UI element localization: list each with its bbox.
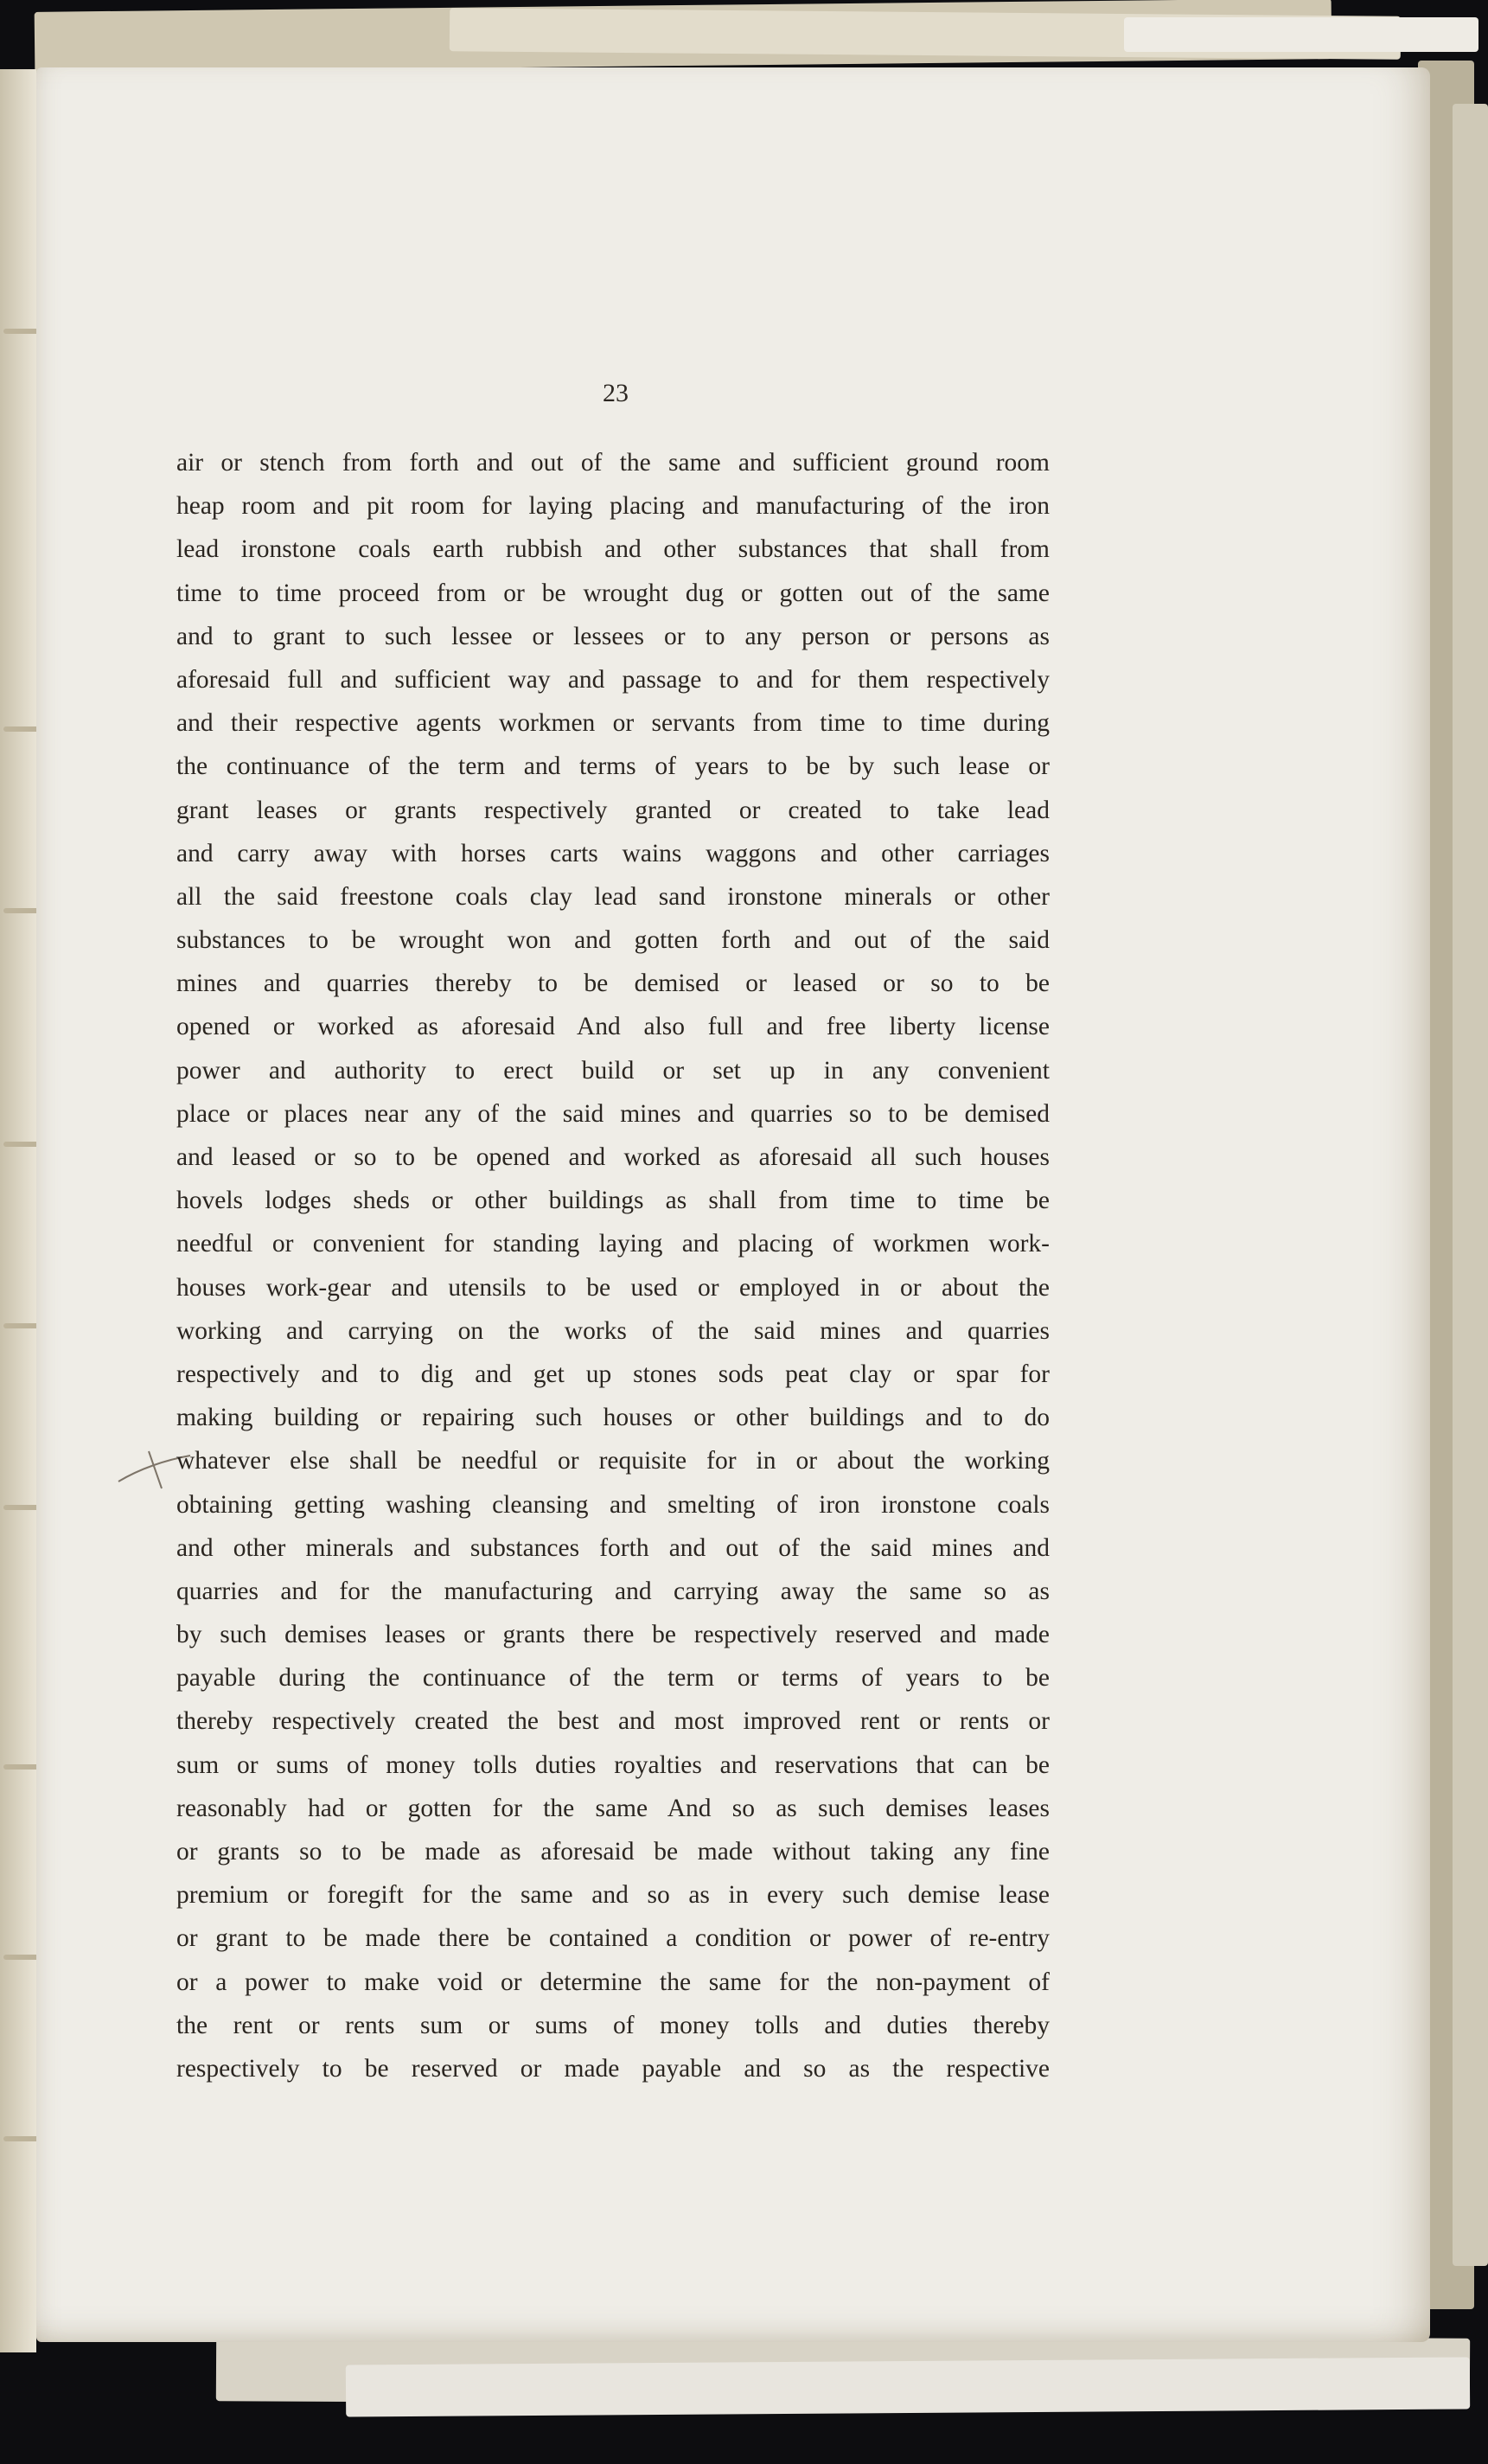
text-line: premium or foregift for the same and so as in every such demise lease <box>176 1881 1050 1910</box>
text-line: sum or sums of money tolls duties royalties and reservations that can be <box>176 1750 1050 1779</box>
text-line: and leased or so to be opened and worked as aforesaid all such houses <box>176 1143 1050 1171</box>
text-line: or grant to be made there be contained a condition or power of re-entry <box>176 1924 1050 1953</box>
text-line: working and carrying on the works of the said mines and quarries <box>176 1316 1050 1345</box>
text-line: substances to be wrought won and gotten forth and out of the said <box>176 926 1050 955</box>
document-page <box>36 67 1430 2342</box>
text-line: needful or convenient for standing laying and placing of workmen work- <box>176 1230 1050 1258</box>
text-line: power and authority to erect build or set up in any convenient <box>176 1056 1050 1085</box>
text-line: and carry away with horses carts wains waggons and other carriages <box>176 839 1050 867</box>
text-line: the rent or rents sum or sums of money tolls and duties thereby <box>176 2011 1050 2039</box>
text-line: place or places near any of the said mines and quarries so to be demised <box>176 1099 1050 1128</box>
text-line: air or stench from forth and out of the same and sufficient ground room <box>176 449 1050 477</box>
text-line: by such demises leases or grants there be respectively reserved and made <box>176 1621 1050 1649</box>
text-line: and other minerals and substances forth and out of the said mines and <box>176 1533 1050 1562</box>
text-line: obtaining getting washing cleansing and smelting of iron ironstone coals <box>176 1490 1050 1519</box>
paper-edge-bottom <box>346 2357 1470 2416</box>
text-line: time to time proceed from or be wrought dug or gotten out of the same <box>176 579 1050 607</box>
text-line: houses work-gear and utensils to be used or employed in or about the <box>176 1273 1050 1302</box>
text-line: or grants so to be made as aforesaid be made without taking any fine <box>176 1838 1050 1866</box>
text-line: and to grant to such lessee or lessees or to any person or persons as <box>176 622 1050 650</box>
paper-edge-right <box>1453 104 1488 2266</box>
text-line: all the said freestone coals clay lead sand ironstone minerals or other <box>176 882 1050 911</box>
text-line: reasonably had or gotten for the same And so as such demises leases <box>176 1794 1050 1822</box>
text-line: whatever else shall be needful or requisite for in or about the working <box>176 1447 1050 1475</box>
text-line: or a power to make void or determine the same for the non-payment of <box>176 1968 1050 1996</box>
text-line: mines and quarries thereby to be demised or leased or so to be <box>176 970 1050 998</box>
text-line: hovels lodges sheds or other buildings as shall from time to time be <box>176 1187 1050 1215</box>
text-line: heap room and pit room for laying placing and manufacturing of the iron <box>176 492 1050 521</box>
facing-page-margin <box>0 69 36 2352</box>
text-line: opened or worked as aforesaid And also full and free liberty license <box>176 1013 1050 1041</box>
page-number: 23 <box>603 379 629 407</box>
text-line: respectively and to dig and get up stones sods peat clay or spar for <box>176 1360 1050 1388</box>
text-line: quarries and for the manufacturing and carrying away the same so as <box>176 1577 1050 1605</box>
text-line: lead ironstone coals earth rubbish and other substances that shall from <box>176 535 1050 564</box>
text-line: thereby respectively created the best and most improved rent or rents or <box>176 1707 1050 1736</box>
text-line: and their respective agents workmen or servants from time to time during <box>176 709 1050 738</box>
text-line: making building or repairing such houses or other buildings and to do <box>176 1404 1050 1432</box>
text-line: respectively to be reserved or made payable and so as the respective <box>176 2054 1050 2083</box>
text-line: the continuance of the term and terms of years to be by such lease or <box>176 752 1050 781</box>
text-line: aforesaid full and sufficient way and passage to and for them respectively <box>176 665 1050 694</box>
text-line: payable during the continuance of the term or terms of years to be <box>176 1664 1050 1693</box>
text-line: grant leases or grants respectively granted or created to take lead <box>176 796 1050 824</box>
body-text <box>176 441 1050 2090</box>
paper-edge-top <box>1124 17 1478 52</box>
